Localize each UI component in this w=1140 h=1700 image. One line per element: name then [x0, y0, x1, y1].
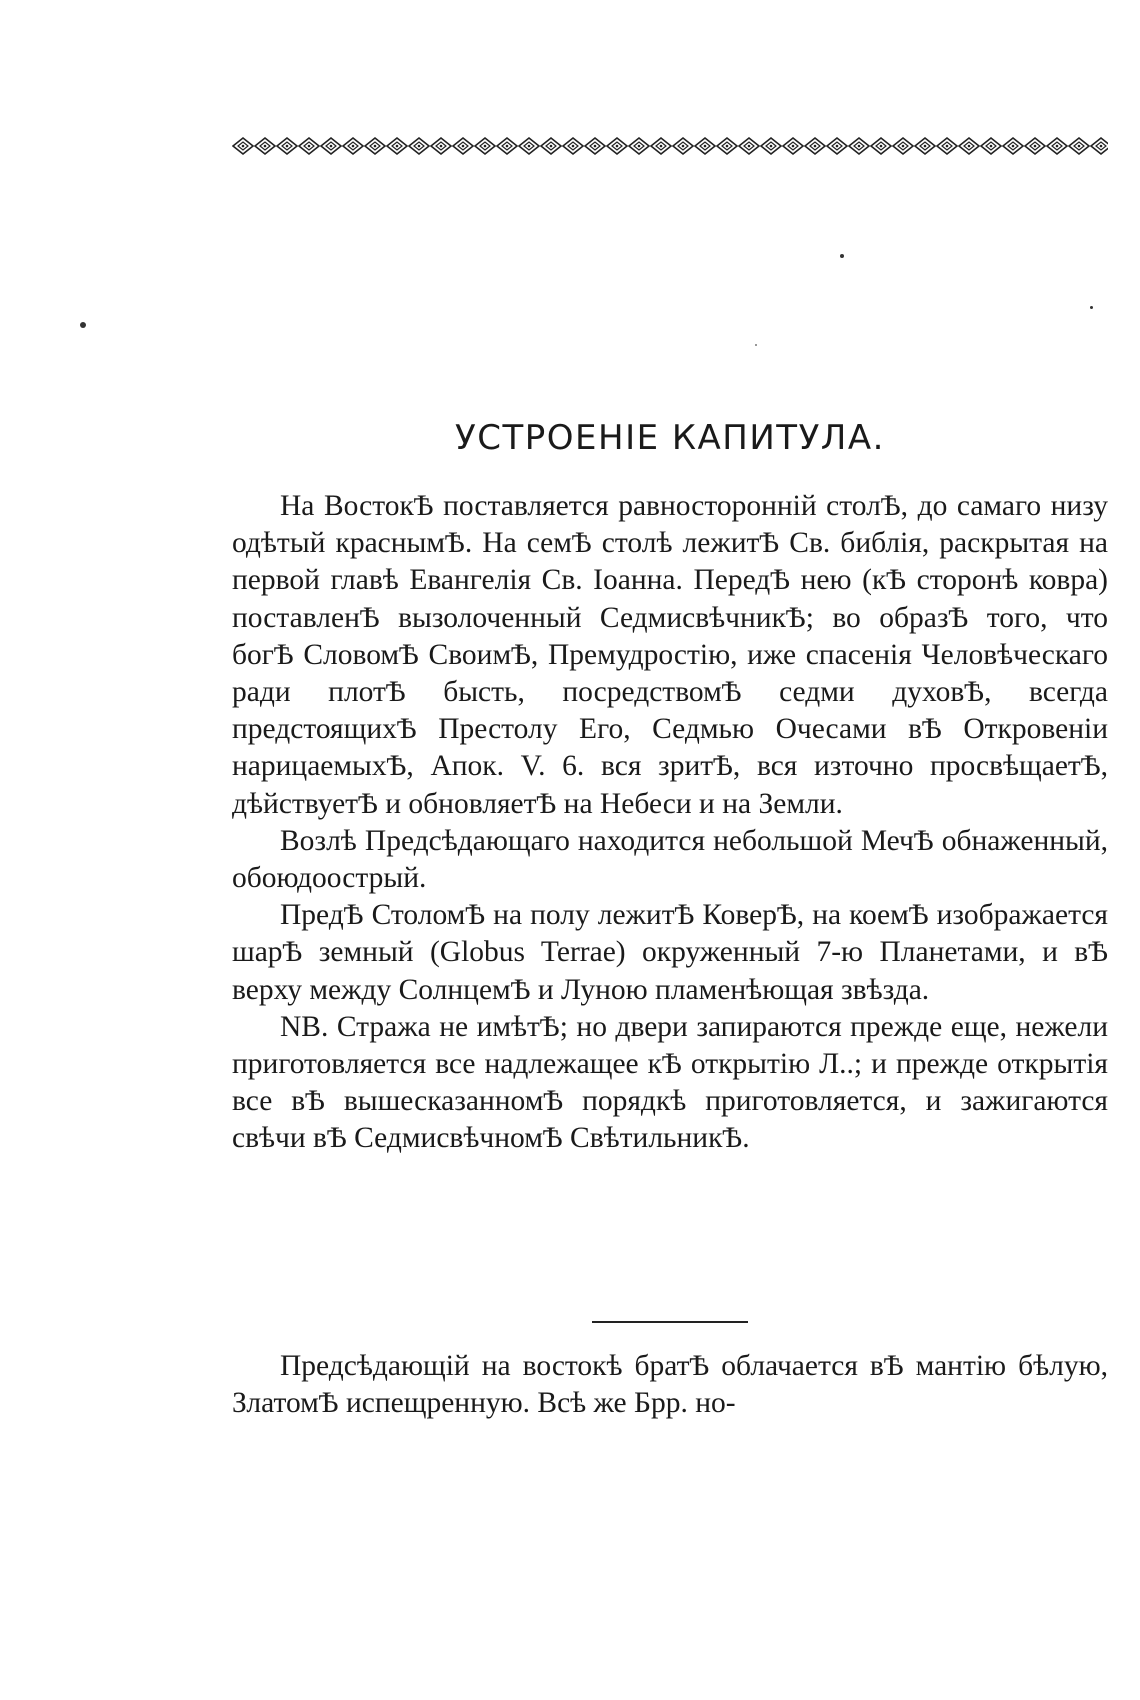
paragraph: Возлѣ Предсѣдающаго находится небольшой МечѢ обнаженный, обоюдоострый.	[232, 824, 1108, 895]
paragraph: NB. Стража не имѣтѢ; но двери запираются прежде еще, нежели приготовляется все надлежащее кѢ открытію Л..; и прежде открытія все вѢ вышесказанномѢ порядкѣ приготовляется, и зажигаются свѣчи вѢ СедмисвѣчномѢ СвѣтильникѢ.	[232, 1010, 1108, 1155]
chapter-title: УСТРОЕНІЕ КАПИТУЛА.	[455, 418, 885, 458]
paragraph: Предсѣдающій на востокѣ братѢ облачается вѢ мантію бѣлую, ЗлатомѢ испещренную. Всѣ же Брр. но-	[232, 1350, 1108, 1420]
paragraph: На ВостокѢ поставляется равносторонній столѢ, до самаго низу одѣтый краснымѢ. На семѢ столѣ лежитѢ Св. библія, раскрытая на первой главѣ Евангелія Св. Іоанна. ПередѢ нею (кѢ сторонѣ ковра) поставленѢ вызолоченный СедмисвѣчникѢ; во образѢ того, что богѢ СловомѢ СвоимѢ, Премудростію, иже спасенія Человѣческаго ради плотѢ бысть, посредствомѢ седми духовѢ, всегда предстоящихѢ Престолу Его, Седмью Очесами вѢ Откровеніи нарицаемыхѢ, Апок. V. 6. вся зритѢ, вся източно просвѣщаетѢ, дѣйствуетѢ и обновляетѢ на Небеси и на Земли.	[232, 490, 1108, 820]
ink-speck	[755, 344, 757, 346]
section-separator	[592, 1321, 748, 1323]
ink-speck	[840, 254, 844, 258]
continuation-text-block	[232, 1348, 1108, 1422]
decorative-border-ornament	[232, 134, 1108, 158]
ink-speck	[1090, 306, 1093, 309]
ink-speck	[80, 322, 86, 328]
paragraph: ПредѢ СтоломѢ на полу лежитѢ КоверѢ, на коемѢ изображается шарѢ земный (Globus Terrae) окруженный 7-ю Планетами, и вѢ верху между СолнцемѢ и Луною пламенѣющая звѣзда.	[232, 899, 1108, 1006]
main-text-block	[232, 488, 1108, 1158]
